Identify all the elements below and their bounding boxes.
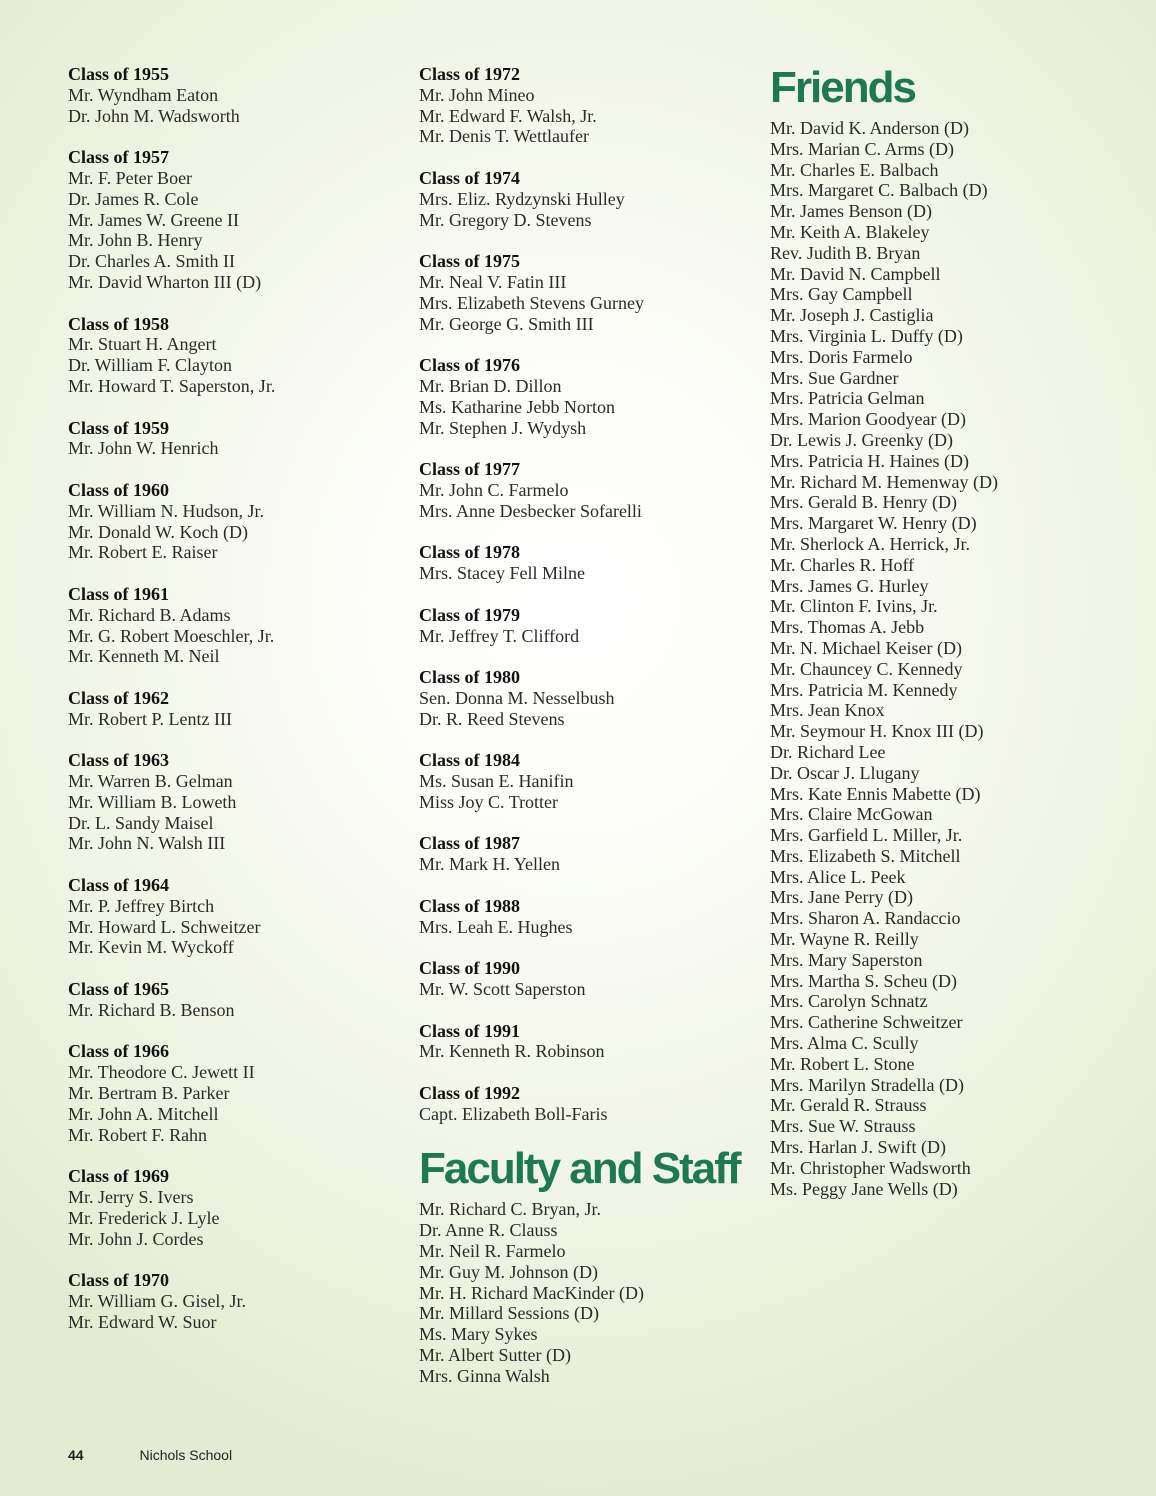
donor-name: Mr. Richard C. Bryan, Jr. [419,1199,601,1220]
donor-name: Mr. John B. Henry [68,230,203,251]
donor-name: Mrs. Elizabeth Stevens Gurney [419,292,644,313]
class-group [68,584,388,667]
class-year-heading: Class of 1955 [68,64,170,84]
donor-name: Mrs. Margaret C. Balbach (D) [770,180,988,201]
donor-name: Miss Joy C. Trotter [419,791,559,812]
class-group [68,688,388,730]
donor-name: Mr. Neil R. Farmelo [419,1241,566,1262]
class-group [68,147,388,293]
donor-name: Mr. Sherlock A. Herrick, Jr. [770,533,970,554]
donor-name: Mrs. Patricia M. Kennedy [770,679,958,700]
donor-name: Mr. P. Jeffrey Birtch [68,895,215,916]
donor-name: Mrs. Sharon A. Randaccio [770,908,961,929]
donor-name: Mr. Robert P. Lentz III [68,708,232,729]
donor-name: Mr. Kenneth R. Robinson [419,1041,605,1062]
donor-name: Dr. Charles A. Smith II [68,251,235,272]
class-group [419,958,749,1000]
donor-name: Mrs. Catherine Schweitzer [770,1012,963,1033]
class-year-heading: Class of 1975 [419,251,521,272]
class-year-heading: Class of 1959 [68,417,170,438]
donor-name: Mrs. Mary Saperston [770,949,923,970]
donor-name: Mr. William G. Gisel, Jr. [68,1291,246,1312]
donor-name: Mr. John A. Mitchell [68,1103,219,1124]
donor-name: Mr. Howard L. Schweitzer [68,916,261,937]
donor-name: Mrs. Marion Goodyear (D) [770,409,966,430]
donor-name: Rev. Judith B. Bryan [770,242,921,263]
donor-name: Mr. George G. Smith III [419,313,594,334]
class-group [68,418,388,460]
class-year-heading: Class of 1970 [68,1270,170,1291]
donor-name: Mr. Seymour H. Knox III (D) [770,721,984,742]
donor-name: Mr. Charles R. Hoff [770,554,915,575]
donor-name: Mr. H. Richard MacKinder (D) [419,1282,644,1303]
donor-name: Mr. Kevin M. Wyckoff [68,937,234,958]
donor-name: Ms. Katharine Jebb Norton [419,396,615,417]
class-group [419,1021,749,1063]
donor-name: Mr. Gregory D. Stevens [419,209,592,230]
class-group [68,1041,388,1145]
faculty-section-title: Faculty and Staff [419,1144,740,1194]
class-year-heading: Class of 1980 [419,667,521,688]
donor-name: Dr. L. Sandy Maisel [68,812,214,833]
donor-name: Mrs. Patricia Gelman [770,388,925,409]
donor-name: Dr. William F. Clayton [68,355,233,376]
donor-name: Mrs. Harlan J. Swift (D) [770,1137,946,1158]
donor-name: Mrs. Stacey Fell Milne [419,563,585,584]
class-year-heading: Class of 1961 [68,583,170,604]
class-group [419,1083,749,1125]
publication-name: Nichols School [139,1447,233,1463]
donor-name: Mrs. Jane Perry (D) [770,887,913,908]
donor-name: Mr. Richard B. Benson [68,999,235,1020]
donor-name: Mr. William B. Loweth [68,791,237,812]
donor-name: Mrs. Doris Farmelo [770,346,913,367]
donor-name: Mr. Chauncey C. Kennedy [770,658,963,679]
class-group [68,314,388,397]
donor-name: Mr. W. Scott Saperston [419,979,586,1000]
page-footer [68,1447,232,1463]
donor-name: Mr. Richard M. Hemenway (D) [770,471,998,492]
class-group [419,251,749,334]
donor-name: Mr. Edward W. Suor [68,1311,217,1332]
donor-name: Mr. Keith A. Blakeley [770,221,930,242]
page-number: 44 [68,1447,84,1463]
donor-name: Mrs. Gay Campbell [770,284,913,305]
donor-name: Mr. Brian D. Dillon [419,375,562,396]
donor-name: Mr. Wyndham Eaton [68,84,219,105]
donor-name: Mr. Theodore C. Jewett II [68,1062,255,1083]
donor-name: Mr. James W. Greene II [68,209,239,230]
donor-name: Dr. Lewis J. Greenky (D) [770,429,953,450]
column-friends [770,64,1130,1199]
class-year-heading: Class of 1988 [419,895,521,916]
donor-name: Mr. F. Peter Boer [68,167,193,188]
donor-name: Mrs. Marian C. Arms (D) [770,138,954,159]
class-year-heading: Class of 1990 [419,958,521,979]
donor-name: Ms. Susan E. Hanifin [419,771,574,792]
class-groups [419,64,749,1125]
donor-name: Mrs. Marilyn Stradella (D) [770,1074,964,1095]
donor-name: Mrs. Anne Desbecker Sofarelli [419,500,642,521]
class-group [419,750,749,812]
class-year-heading: Class of 1992 [419,1083,521,1104]
donor-name: Mr. Bertram B. Parker [68,1083,230,1104]
donor-name: Mr. Howard T. Saperston, Jr. [68,375,276,396]
donor-name: Mr. Frederick J. Lyle [68,1207,220,1228]
donor-name: Dr. James R. Cole [68,188,199,209]
donor-name: Mrs. Elizabeth S. Mitchell [770,845,961,866]
donor-name: Ms. Mary Sykes [419,1324,538,1345]
donor-name: Mr. Kenneth M. Neil [68,646,220,667]
class-year-heading: Class of 1979 [419,604,521,625]
donor-name: Mrs. James G. Hurley [770,575,929,596]
donor-name: Mr. David K. Anderson (D) [770,118,969,138]
class-group [68,875,388,958]
donor-name: Mr. Denis T. Wettlaufer [419,126,590,147]
class-year-heading: Class of 1977 [419,459,521,480]
class-year-heading: Class of 1969 [68,1166,170,1187]
donor-name: Mrs. Carolyn Schnatz [770,991,928,1012]
class-year-heading: Class of 1978 [419,542,521,563]
donor-name: Mr. David Wharton III (D) [68,271,262,292]
donor-name: Mr. Clinton F. Ivins, Jr. [770,596,938,617]
class-year-heading: Class of 1963 [68,750,170,771]
donor-name: Dr. Richard Lee [770,741,886,762]
donor-name: Mr. John Mineo [419,84,535,105]
class-group [68,64,388,126]
donor-name: Mr. Robert L. Stone [770,1053,915,1074]
class-group [419,667,749,729]
donor-name: Mr. Christopher Wadsworth [770,1157,971,1178]
class-group [419,833,749,875]
donor-name: Mrs. Garfield L. Miller, Jr. [770,825,963,846]
class-year-heading: Class of 1962 [68,687,170,708]
donor-name: Ms. Peggy Jane Wells (D) [770,1178,958,1199]
donor-name: Mrs. Patricia H. Haines (D) [770,450,969,471]
donor-name: Mr. John N. Walsh III [68,833,226,854]
donor-name: Mrs. Ginna Walsh [419,1365,550,1386]
donor-name: Mr. Robert F. Rahn [68,1124,208,1145]
class-year-heading: Class of 1991 [419,1020,521,1041]
donor-name: Mr. Richard B. Adams [68,604,231,625]
class-year-heading: Class of 1987 [419,833,521,854]
donor-name: Mrs. Eliz. Rydzynski Hulley [419,188,625,209]
donor-name: Mr. Guy M. Johnson (D) [419,1261,599,1282]
class-year-heading: Class of 1958 [68,313,170,334]
donor-name: Mr. Neal V. Fatin III [419,271,567,292]
donor-name: Mr. David N. Campbell [770,263,941,284]
donor-name: Mr. Robert E. Raiser [68,542,218,563]
class-group [68,1270,388,1332]
class-year-heading: Class of 1966 [68,1041,170,1062]
donor-name: Dr. Anne R. Clauss [419,1220,558,1241]
class-group [419,459,749,521]
class-year-heading: Class of 1957 [68,147,170,168]
donor-name: Mr. Wayne R. Reilly [770,929,919,950]
class-group [68,750,388,854]
donor-name: Mr. James Benson (D) [770,201,932,222]
friends-section-title: Friends [770,63,915,112]
donor-name: Mr. William N. Hudson, Jr. [68,500,264,521]
class-group [419,542,749,584]
donor-name: Mrs. Claire McGowan [770,804,933,825]
donor-name: Mr. N. Michael Keiser (D) [770,637,962,658]
donor-name: Mrs. Leah E. Hughes [419,916,573,937]
faculty-list [419,1199,749,1386]
donor-name: Mrs. Alma C. Scully [770,1033,919,1054]
donor-name: Mr. Joseph J. Castiglia [770,305,934,326]
donor-name: Dr. John M. Wadsworth [68,105,240,126]
class-year-heading: Class of 1965 [68,979,170,1000]
donor-name: Mr. Mark H. Yellen [419,854,561,875]
class-group [419,168,749,230]
donor-name: Mrs. Sue Gardner [770,367,899,388]
class-group [68,1166,388,1249]
donor-name: Mrs. Virginia L. Duffy (D) [770,325,963,346]
donor-name: Dr. Oscar J. Llugany [770,762,920,783]
donor-name: Mr. G. Robert Moeschler, Jr. [68,625,275,646]
donor-name: Mrs. Thomas A. Jebb [770,617,925,638]
class-group [68,979,388,1021]
donor-name: Mr. Albert Sutter (D) [419,1345,571,1366]
class-group [68,480,388,563]
class-year-heading: Class of 1964 [68,875,170,896]
class-group [419,355,749,438]
donor-name: Mr. Millard Sessions (D) [419,1303,599,1324]
donor-name: Mr. Charles E. Balbach [770,159,939,180]
class-year-heading: Class of 1960 [68,479,170,500]
donor-name: Mrs. Martha S. Scheu (D) [770,970,957,991]
donor-name: Mr. Jerry S. Ivers [68,1187,194,1208]
column-classes-1972-1992 [419,64,749,1387]
column-classes-1955-1970 [68,64,388,1353]
donor-name: Mrs. Sue W. Strauss [770,1116,916,1137]
donor-name: Mrs. Jean Knox [770,700,885,721]
class-year-heading: Class of 1976 [419,355,521,376]
donor-name: Mr. Stuart H. Angert [68,334,217,355]
donor-name: Mr. Edward F. Walsh, Jr. [419,105,597,126]
class-group [419,605,749,647]
donor-name: Dr. R. Reed Stevens [419,708,565,729]
class-year-heading: Class of 1974 [419,167,521,188]
donor-name: Mrs. Gerald B. Henry (D) [770,492,957,513]
donor-name: Mrs. Kate Ennis Mabette (D) [770,783,981,804]
donor-name: Mr. Gerald R. Strauss [770,1095,927,1116]
class-group [419,896,749,938]
donor-name: Mr. Stephen J. Wydysh [419,417,587,438]
donor-name: Mr. Jeffrey T. Clifford [419,625,580,646]
donor-name: Mrs. Margaret W. Henry (D) [770,513,977,534]
donor-name: Mr. Warren B. Gelman [68,771,233,792]
class-group [419,64,749,147]
class-year-heading: Class of 1972 [419,64,521,84]
donor-name: Sen. Donna M. Nesselbush [419,687,615,708]
class-year-heading: Class of 1984 [419,750,521,771]
donor-name: Mr. John C. Farmelo [419,479,569,500]
donor-name: Mr. Donald W. Koch (D) [68,521,248,542]
friends-list [770,118,1130,1199]
donor-name: Mrs. Alice L. Peek [770,866,906,887]
donor-name: Mr. John W. Henrich [68,438,219,459]
donor-name: Capt. Elizabeth Boll-Faris [419,1103,608,1124]
donor-name: Mr. John J. Cordes [68,1228,204,1249]
